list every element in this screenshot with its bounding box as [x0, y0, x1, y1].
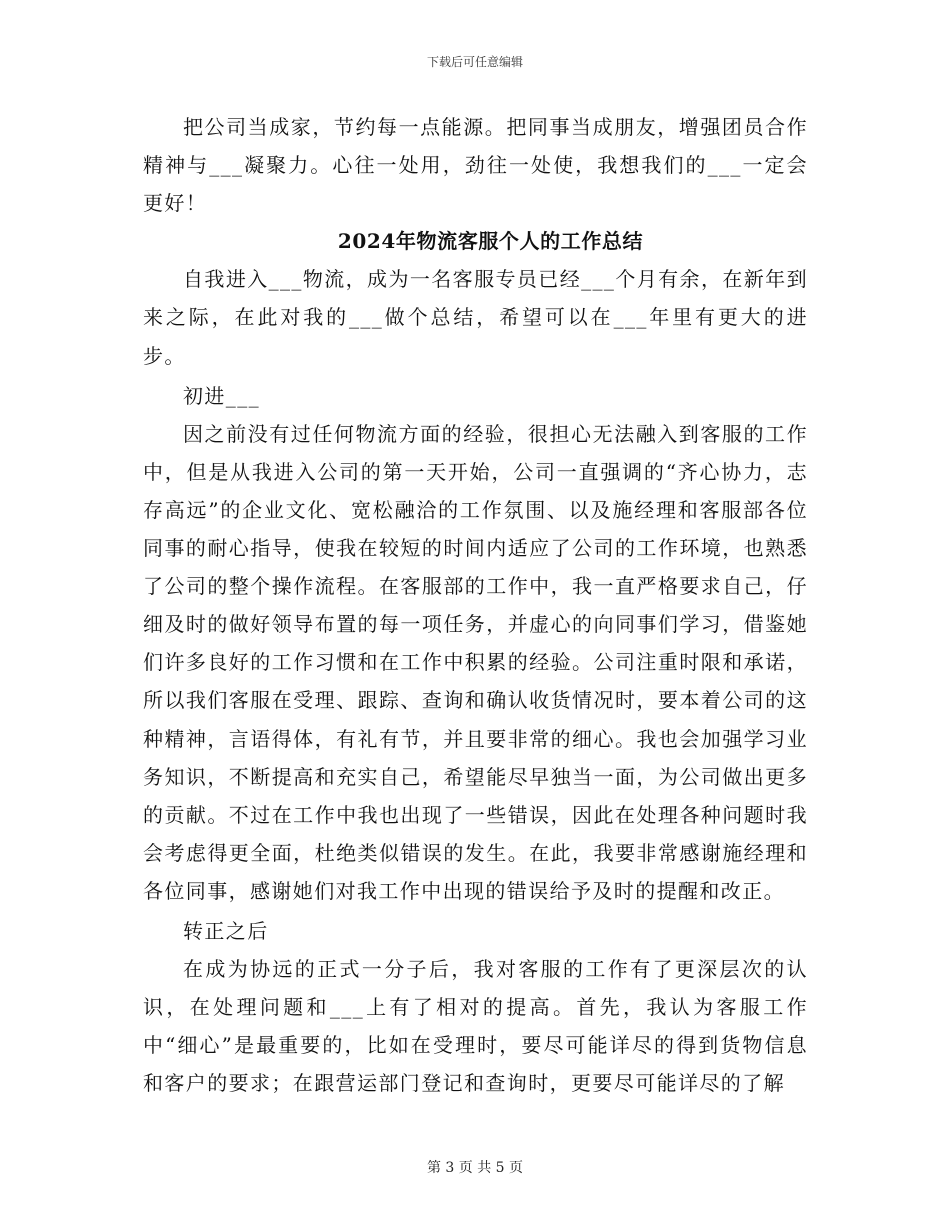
paragraph-closing: 把公司当成家，节约每一点能源。把同事当成朋友，增强团员合作精神与___凝聚力。心往一处用，劲往一处使，我想我们的___一定会更好！	[143, 115, 808, 216]
section-heading-initial: 初进___	[183, 383, 260, 408]
paragraph-intro: 自我进入___物流，成为一名客服专员已经___个月有余，在新年到来之际，在此对我的___做个总结，希望可以在___年里有更大的进步。	[143, 267, 808, 368]
document-title: 2024年物流客服个人的工作总结	[337, 229, 644, 254]
document-body	[143, 108, 808, 1102]
paragraph-after-regular: 在成为协远的正式一分子后，我对客服的工作有了更深层次的认识，在处理问题和___上有了相对的提高。首先，我认为客服工作中“细心”是最重要的，比如在受理时，要尽可能详尽的得到货物信息和客户的要求；在跟营运部门登记和查询时，更要尽可能详尽的了解	[143, 957, 808, 1096]
page-header: 下载后可任意编辑	[426, 55, 523, 69]
paragraph-initial: 因之前没有过任何物流方面的经验，很担心无法融入到客服的工作中，但是从我进入公司的第一天开始，公司一直强调的“齐心协力，志存高远”的企业文化、宽松融洽的工作氛围、以及施经理和客服部各位同事的耐心指导，使我在较短的时间内适应了公司的工作环境，也熟悉了公司的整个操作流程。在客服部的工作中，我一直严格要求自己，仔细及时的做好领导布置的每一项任务，并虚心的向同事们学习，借鉴她们许多良好的工作习惯和在工作中积累的经验。公司注重时限和承诺，所以我们客服在受理、跟踪、查询和确认收货情况时，要本着公司的这种精神，言语得体，有礼有节，并且要非常的细心。我也会加强学习业务知识，不断提高和充实自己，希望能尽早独当一面，为公司做出更多的贡献。不过在工作中我也出现了一些错误，因此在处理各种问题时我会考虑得更全面，杜绝类似错误的发生。在此，我要非常感谢施经理和各位同事，感谢她们对我工作中出现的错误给予及时的提醒和改正。	[143, 421, 808, 903]
section-heading-after-regular: 转正之后	[183, 918, 269, 943]
page-footer: 第 3 页 共 5 页	[426, 1160, 524, 1176]
